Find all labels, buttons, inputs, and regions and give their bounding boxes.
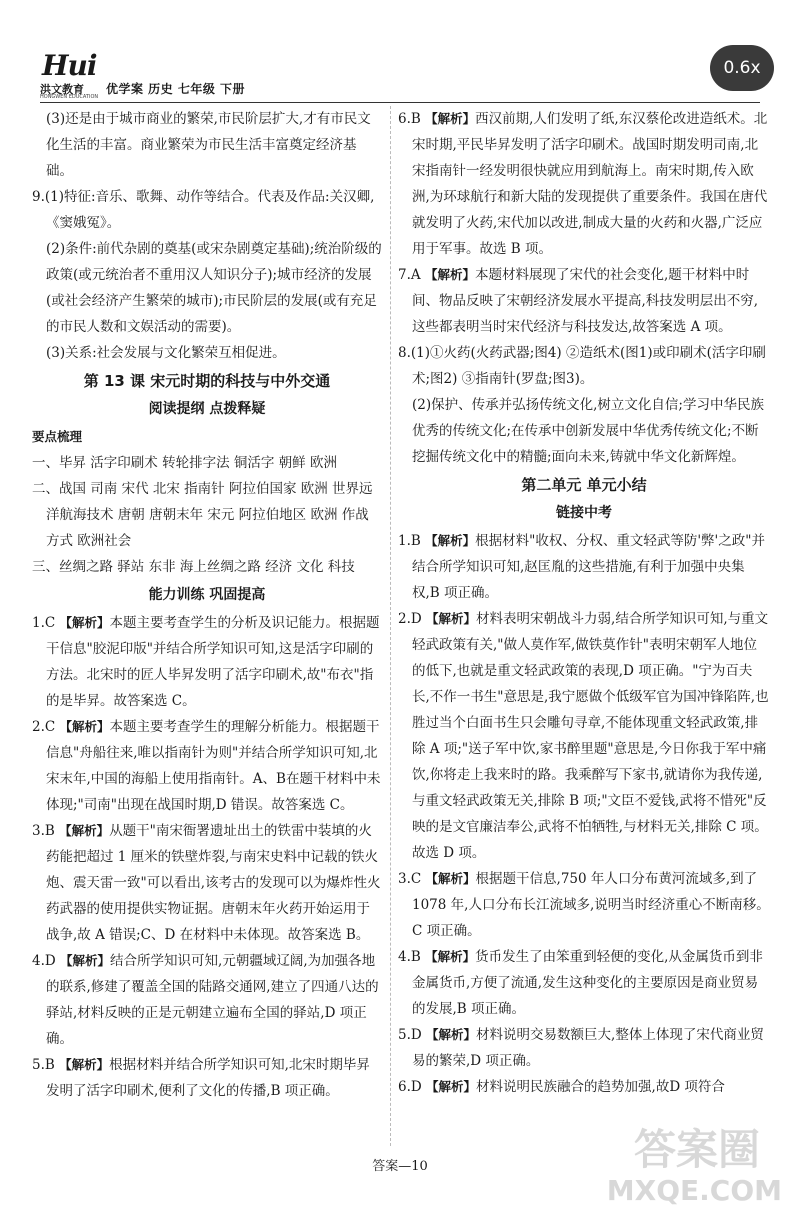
answer-number: 6.D xyxy=(398,1079,422,1095)
answer-item xyxy=(32,714,382,818)
answer-text: (2)保护、传承并弘扬传统文化,树立文化自信;学习中华民族优秀的传统文化;在传承中创新发展中华优秀传统文化;不断挖掘传统文化中的精髓;面向未来,铸就中华文化新辉煌。 xyxy=(412,397,764,465)
answer-number: 3.B xyxy=(32,823,55,839)
analysis-tag: 【解析】 xyxy=(426,1079,477,1094)
answer-item xyxy=(398,262,770,340)
analysis-tag: 【解析】 xyxy=(59,823,110,838)
answer-item xyxy=(398,528,770,606)
answer-text: 从题干"南宋衙署遗址出土的铁雷中装填的火药能把超过 1 厘米的铁壁炸裂,与南宋史料中记载的铁火炮、震天雷一致"可以看出,该考古的发现可以为爆炸性火药武器的使用提供实物证据。唐朝末年火药开始运用于战争,故 A 错误;C、D 在材料中未体现。故答案选 B。 xyxy=(46,823,381,943)
answer-item xyxy=(398,106,770,262)
answer-number: 4.D xyxy=(32,953,56,969)
answer-number: 4.B xyxy=(398,949,421,965)
section-title: 阅读提纲 点拨释疑 xyxy=(148,401,266,417)
analysis-tag: 【解析】 xyxy=(59,1057,110,1072)
answer-number: 3.C xyxy=(398,871,422,887)
logo-english: HONGWEN EDUCATION xyxy=(40,94,99,100)
answer-item xyxy=(32,610,382,714)
answer-text: 根据题干信息,750 年人口分布黄河流域多,到了 1078 年,人口分布长江流域多,说明当时经济重心不断南移。C 项正确。 xyxy=(412,871,770,939)
answer-text: 本题材料展现了宋代的社会变化,题干材料中时间、物品反映了宋朝经济发展水平提高,科技发明层出不穷,这些都表明当时宋代经济与科技发达,故答案选 A 项。 xyxy=(412,267,759,335)
answer-text: 本题主要考查学生的分析及识记能力。根据题干信息"胶泥印版"并结合所学知识可知,这是活字印刷的方法。北宋时的匠人毕昇发明了活字印刷术,故"布衣"指的是毕昇。故答案选 C。 xyxy=(46,615,380,709)
book-title: 优学案 历史 七年级 下册 xyxy=(106,82,246,96)
answer-text: (3)关系:社会发展与文化繁荣互相促进。 xyxy=(46,345,286,361)
header-rule xyxy=(40,102,760,103)
analysis-tag: 【解析】 xyxy=(425,111,476,126)
answer-number: 2.D xyxy=(398,611,422,627)
answer-item xyxy=(398,1074,770,1100)
answer-text: 西汉前期,人们发明了纸,东汉蔡伦改进造纸术。北宋时期,平民毕昇发明了活字印刷术。战国时期发明司南,北宋指南针一经发明很快就应用到航海上。南宋时期,传入欧洲,为环球航行和新大陆的发现提供了重要条件。我国在唐代就发明了火药,宋代加以改进,制成大量的火药和火器,广泛应用于军事。故选 B 项。 xyxy=(412,111,768,257)
answer-text: 根据材料并结合所学知识可知,北宋时期毕昇发明了活字印刷术,便利了文化的传播,B 项正确。 xyxy=(46,1057,370,1099)
analysis-tag: 【解析】 xyxy=(59,615,110,630)
page-number: 答案—10 xyxy=(372,1159,428,1174)
analysis-tag: 【解析】 xyxy=(425,871,476,886)
answer-text: 材料表明宋朝战斗力弱,结合所学知识可知,与重文轻武政策有关,"做人莫作军,做铁莫作针"表明宋朝军人地位的低下,也就是重文轻武政策的表现,D 项正确。"宁为百夫长,不作一书生"意思是,我宁愿做个低级军官为国冲锋陷阵,也胜过当个白面书生只会雕句寻章,不能体现重文轻武政策,排除 A 项;"送子军中饮,家书醉里题"意思是,今日你我于军中痛饮,你将走上我来时的路。我乘醉写下家书,就请你为我传递,与重文轻武政策无关,排除 B 项;"文臣不爱钱,武将不惜死"反映的是文官廉洁奉公,武将不怕牺牲,与材料无关,排除 C 项。故选 D 项。 xyxy=(412,611,769,861)
analysis-tag: 【解析】 xyxy=(425,949,476,964)
key-point: 一、毕昇 活字印刷术 转轮排字法 铜活字 朝鲜 欧洲 xyxy=(32,455,337,471)
page-header xyxy=(40,49,760,103)
analysis-tag: 【解析】 xyxy=(424,267,475,282)
answer-item xyxy=(398,866,770,944)
answer-number: 1.B xyxy=(398,533,421,549)
key-point: 三、丝绸之路 驿站 东非 海上丝绸之路 经济 文化 科技 xyxy=(32,559,355,575)
analysis-tag: 【解析】 xyxy=(60,953,111,968)
logo-mark: Hui xyxy=(42,49,97,82)
answer-item xyxy=(398,606,770,866)
answer-text: 9.(1)特征:音乐、歌舞、动作等结合。代表及作品:关汉卿,《窦娥冤》。 xyxy=(32,189,375,231)
zoom-speed-badge[interactable]: 0.6x xyxy=(710,45,774,91)
watermark-logo: 答案圈 xyxy=(633,1125,760,1174)
answer-text: (3)还是由于城市商业的繁荣,市民阶层扩大,才有市民文化生活的丰富。商业繁荣为市民生活丰富奠定经济基础。 xyxy=(46,111,371,179)
publisher-logo xyxy=(40,49,102,100)
unit-title: 第二单元 单元小结 xyxy=(521,476,647,494)
answer-number: 2.C xyxy=(32,719,56,735)
analysis-tag: 【解析】 xyxy=(426,611,477,626)
section-title: 能力训练 巩固提高 xyxy=(148,587,266,603)
column-divider xyxy=(390,106,391,1146)
analysis-tag: 【解析】 xyxy=(59,719,110,734)
key-point: 二、战国 司南 宋代 北宋 指南针 阿拉伯国家 欧洲 世界远洋航海技术 唐朝 唐朝末年 宋元 阿拉伯地区 欧洲 作战方式 欧洲社会 xyxy=(32,481,373,549)
logo-name: 洪文教育 xyxy=(40,83,84,96)
watermark-url: MXQE.COM xyxy=(606,1174,782,1207)
answer-text: 结合所学知识可知,元朝疆域辽阔,为加强各地的联系,修建了覆盖全国的陆路交通网,建立了四通八达的驿站,材料反映的正是元朝建立遍布全国的驿站,D 项正确。 xyxy=(46,953,379,1047)
answer-text: 材料说明民族融合的趋势加强,故D 项符合 xyxy=(476,1079,725,1095)
analysis-tag: 【解析】 xyxy=(425,533,476,548)
answer-item xyxy=(32,1052,382,1104)
answer-text: 8.(1)①火药(火药武器;图4) ②造纸术(图1)或印刷术(活字印刷术;图2) ③指南针(罗盘;图3)。 xyxy=(398,345,766,387)
answer-text: (2)条件:前代杂剧的奠基(或宋杂剧奠定基础);统治阶级的政策(或元统治者不重用汉人知识分子);城市经济的发展(或社会经济产生繁荣的城市);市民阶层的发展(或有充足的市民人数和文娱活动的需要)。 xyxy=(46,241,382,335)
answer-number: 5.B xyxy=(32,1057,55,1073)
analysis-tag: 【解析】 xyxy=(426,1027,477,1042)
answer-item xyxy=(32,948,382,1052)
answer-number: 6.B xyxy=(398,111,421,127)
answer-number: 7.A xyxy=(398,267,421,283)
left-column xyxy=(32,106,382,1104)
answer-text: 本题主要考查学生的理解分析能力。根据题干信息"舟船往来,唯以指南针为则"并结合所学知识可知,北宋末年,中国的海船上使用指南针。A、B在题干材料中未体现;"司南"出现在战国时期,D 错误。故答案选 C。 xyxy=(46,719,381,813)
lesson-title: 第 13 课 宋元时期的科技与中外交通 xyxy=(83,372,331,390)
right-column xyxy=(398,106,770,1100)
answer-number: 1.C xyxy=(32,615,56,631)
answer-item xyxy=(398,944,770,1022)
answer-text: 货币发生了由笨重到轻便的变化,从金属货币到非金属货币,方便了流通,发生这种变化的主要原因是商业贸易的发展,B 项正确。 xyxy=(412,949,763,1017)
answer-text: 根据材料"收权、分权、重文轻武等防'弊'之政"并结合所学知识可知,赵匡胤的这些措施,有利于加强中央集权,B 项正确。 xyxy=(412,533,765,601)
answer-number: 5.D xyxy=(398,1027,422,1043)
section-title: 链接中考 xyxy=(556,505,612,521)
subsection-title: 要点梳理 xyxy=(32,429,83,444)
answer-item xyxy=(398,1022,770,1074)
answer-text: 材料说明交易数额巨大,整体上体现了宋代商业贸易的繁荣,D 项正确。 xyxy=(412,1027,764,1069)
answer-item xyxy=(32,818,382,948)
